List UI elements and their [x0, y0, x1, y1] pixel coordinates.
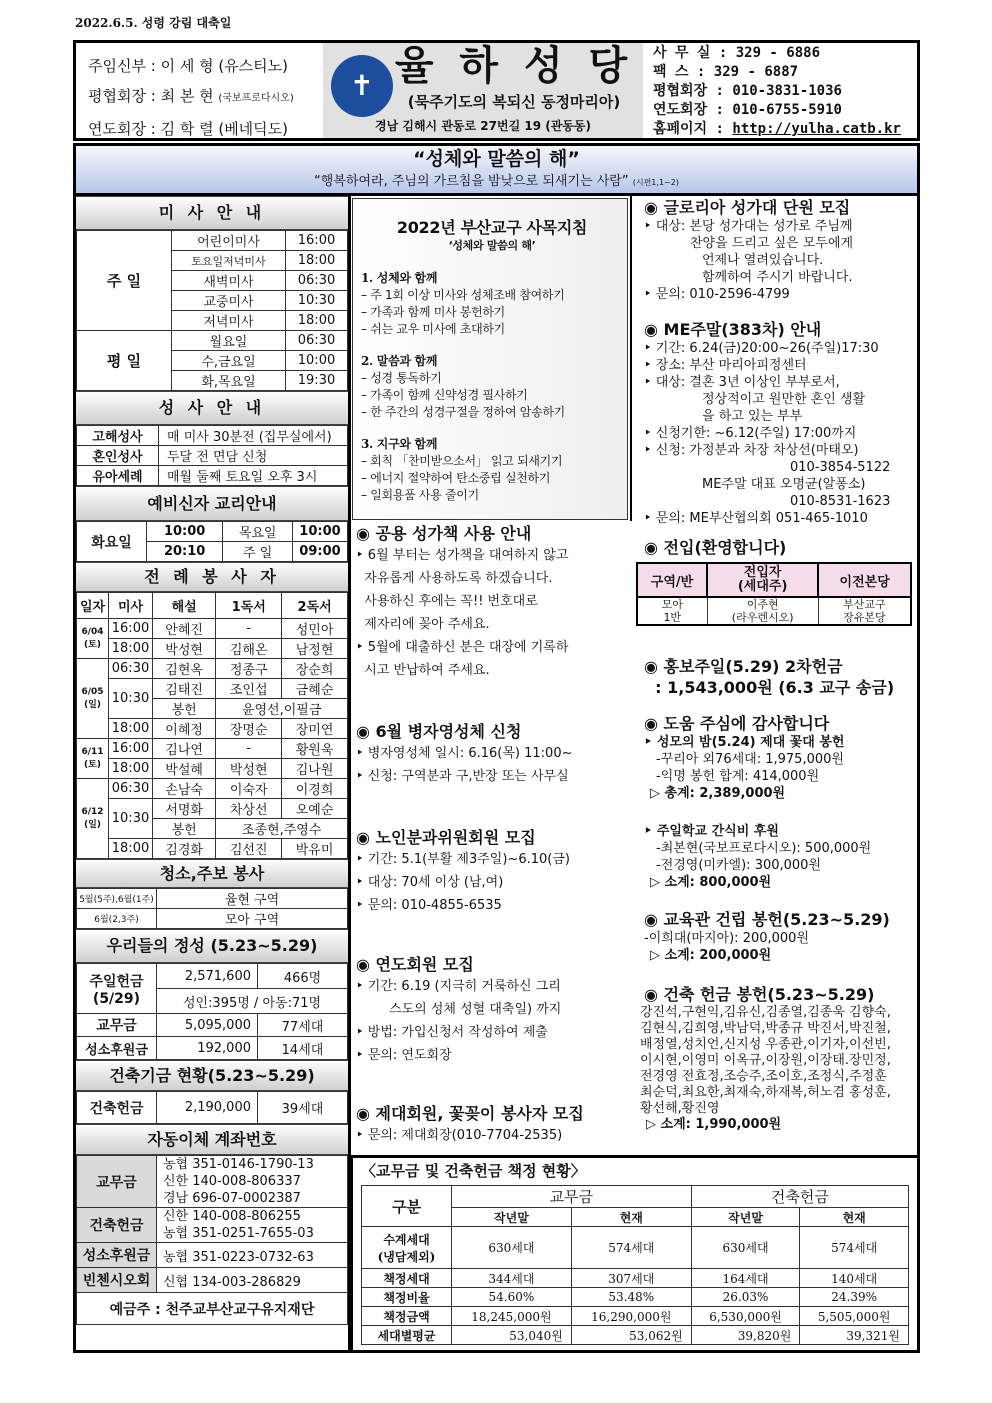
- contact-office: [653, 44, 917, 63]
- account-numbers: 신협 134-003-286829: [157, 1268, 348, 1293]
- donation-line: -이희대(마지아): 200,000원: [644, 931, 810, 946]
- table-cell: 김나연: [153, 739, 216, 759]
- donation-total: ▷ 소계: 200,000원: [650, 948, 772, 963]
- thanks-line: -전경영(미카엘): 300,000원: [656, 858, 822, 873]
- pastoral-guideline-box: [352, 198, 628, 520]
- notice-line: ‣ 신청: 가정분과 차장 차상선(마태오): [644, 443, 859, 458]
- building-amount: 2,190,000: [157, 1092, 258, 1124]
- notice-title: ◉ 공용 성가책 사용 안내: [356, 524, 532, 543]
- theme-verse: [76, 173, 917, 191]
- guideline-group-title: 3. 지구와 함께: [361, 437, 438, 451]
- left-column: [73, 196, 351, 1353]
- notice-line: ‣ 문의: 제대회장(010-7704-2535): [356, 1128, 563, 1143]
- table-cell: 성민아: [282, 619, 348, 639]
- table-cell: -: [216, 619, 282, 639]
- notice-line: 을 하고 있는 부부: [702, 409, 803, 424]
- accounts-header: 자동이체 계좌번호: [76, 1124, 348, 1155]
- col-header: 미사: [109, 593, 153, 619]
- contact-label: 홈페이지 :: [653, 121, 733, 137]
- thanks-line: -꾸리아 외76세대: 1,975,000원: [656, 752, 844, 767]
- liturgy-table: [76, 592, 348, 859]
- col-header: 건축헌금: [691, 1186, 908, 1208]
- col-subheader: 작년말: [452, 1208, 572, 1227]
- date-cell: 6/12 (일): [77, 779, 109, 859]
- table-cell: 이경희: [282, 779, 348, 799]
- table-cell: 서명화: [153, 799, 216, 819]
- table-cell: 김경화: [153, 839, 216, 859]
- col-subheader: 작년말: [691, 1208, 800, 1227]
- staff-pastor: [88, 51, 323, 81]
- mass-time: 10:00: [286, 351, 348, 371]
- offering-count: 14세대: [258, 1037, 348, 1060]
- notice-promo-sunday: [644, 656, 916, 698]
- notice-title: ◉ 교육관 건립 봉헌(5.23~5.29): [644, 910, 890, 929]
- table-cell: 6,530,000원: [691, 1307, 800, 1326]
- class-day: 목요일: [223, 522, 293, 542]
- staff-saint: (국보프로다시오): [218, 93, 294, 104]
- notice-line: 시고 반납하여 주세요.: [356, 663, 490, 678]
- guideline-subtitle: ‘성체와 말씀의 해’: [448, 239, 536, 252]
- table-cell: 574세대: [800, 1227, 909, 1269]
- date-cell: 6/04 (토): [77, 619, 109, 659]
- account-numbers: 농협 351-0223-0732-63: [157, 1243, 348, 1268]
- notice-education-hall: [644, 910, 916, 964]
- table-cell: 윤영선,이필금: [216, 699, 348, 719]
- notice-line: ME주말 대표 오명균(알퐁소): [702, 477, 866, 492]
- table-cell: 장순희: [282, 659, 348, 679]
- offering-label: 주일헌금 (5/29): [77, 964, 157, 1014]
- notice-line: ‣ 기간: 6.24(금)20:00~26(주일)17:30: [644, 341, 879, 356]
- bulletin-date: 2022.6.5. 성령 강림 대축일: [75, 16, 232, 30]
- parish-header: [73, 40, 920, 141]
- notice-title: ◉ 글로리아 성가대 단원 모집: [644, 198, 851, 217]
- mass-header: 미 사 안 내: [76, 196, 348, 230]
- table-cell: 김나원: [282, 759, 348, 779]
- notice-line: ‣ 장소: 부산 마리아피정센터: [644, 358, 807, 373]
- account-purpose: 빈첸시오회: [77, 1268, 157, 1293]
- verse-text: “행복하여라, 주님의 가르침을 밤낮으로 되새기는 사람”: [314, 174, 633, 189]
- table-cell: 39,820원: [691, 1326, 800, 1345]
- notice-line: ‣ 5월에 대출하신 분은 대장에 기록하: [356, 640, 569, 655]
- class-time: 20:10: [147, 542, 223, 562]
- account-holder: 예금주 : 천주교부산교구유지재단: [77, 1293, 348, 1325]
- table-cell: 박유미: [282, 839, 348, 859]
- sacrament-name: 유아세례: [77, 466, 159, 486]
- district-cell: 모아 1반: [637, 597, 707, 625]
- table-cell: 630세대: [452, 1227, 572, 1269]
- homepage-link[interactable]: http://yulha.catb.kr: [732, 121, 901, 137]
- notice-altar-volunteers: [356, 1104, 628, 1147]
- liturgy-header: 전 례 봉 사 자: [76, 562, 348, 592]
- table-cell: 김현옥: [153, 659, 216, 679]
- patron: (묵주기도의 복되신 동정마리아): [407, 93, 621, 111]
- table-cell: 18,245,000원: [452, 1307, 572, 1326]
- table-cell: 장명순: [216, 719, 282, 739]
- table-cell: 18:00: [109, 639, 153, 659]
- table-cell: 26.03%: [691, 1288, 800, 1307]
- table-cell: 김태진: [153, 679, 216, 699]
- table-cell: 10:30: [109, 679, 153, 719]
- guideline-item: – 일회용품 사용 줄이기: [361, 488, 479, 502]
- table-cell: 5,505,000원: [800, 1307, 909, 1326]
- col-header: 해설: [153, 593, 216, 619]
- contact-council: [653, 82, 917, 101]
- thanks-group: ‣ 성모의 밤(5.24) 제대 꽃대 봉헌: [644, 735, 845, 750]
- table-cell: 54.60%: [452, 1288, 572, 1307]
- table-cell: 오예순: [282, 799, 348, 819]
- table-cell: 140세대: [800, 1269, 909, 1288]
- row-label: 책정금액: [362, 1307, 452, 1326]
- table-cell: 박성현: [153, 639, 216, 659]
- col-subheader: 현재: [800, 1208, 909, 1227]
- sacrament-header: 성 사 안 내: [76, 391, 348, 425]
- sacrament-info: 두달 전 면담 신청: [159, 446, 348, 466]
- staff-name: 최 본 현: [160, 87, 219, 105]
- cleaning-table: [76, 888, 348, 929]
- class-day: 화요일: [77, 522, 147, 562]
- sacrament-info: 매월 둘째 토요일 오후 3시: [159, 466, 348, 486]
- praying-mary-logo-icon: ✝: [331, 55, 393, 117]
- mass-table: [76, 230, 348, 391]
- notice-line: 찬양을 드리고 싶은 모두에게: [690, 236, 854, 251]
- table-cell: 18:00: [109, 759, 153, 779]
- mass-time: 16:00: [286, 231, 348, 251]
- table-cell: 16:00: [109, 739, 153, 759]
- notice-line: ‣ 기간: 6.19 (지극히 거룩하신 그리: [356, 979, 561, 994]
- cleaning-header: 청소,주보 봉사: [76, 859, 348, 888]
- table-cell: 24.39%: [800, 1288, 909, 1307]
- notice-line: ‣ 방법: 가입신청서 작성하여 제출: [356, 1025, 548, 1040]
- contact-value: 329 - 6887: [713, 64, 799, 80]
- contact-fax: [653, 63, 917, 82]
- table-cell: 남정현: [282, 639, 348, 659]
- staff-name: 이 세 형: [160, 57, 219, 75]
- notice-title: ◉ ME주말(383차) 안내: [644, 320, 822, 339]
- building-table: [76, 1091, 348, 1124]
- theme-title: “성체와 말씀의 해”: [413, 148, 580, 170]
- notice-line: 010-3854-5122: [790, 460, 891, 475]
- staff-council: [88, 81, 323, 114]
- col-subheader: 현재: [571, 1208, 691, 1227]
- offering-count: 77세대: [258, 1014, 348, 1037]
- account-purpose: 교무금: [77, 1156, 157, 1208]
- mass-name: 교중미사: [172, 291, 286, 311]
- mass-time: 18:00: [286, 311, 348, 331]
- contacts: [643, 43, 917, 138]
- offering-detail: 성인:395명 / 아동:71명: [157, 989, 348, 1014]
- parish-cell: 부산교구 장유본당: [818, 597, 911, 625]
- mass-name: 새벽미사: [172, 271, 286, 291]
- table-cell: 금혜순: [282, 679, 348, 699]
- mass-time: 10:30: [286, 291, 348, 311]
- mass-name: 어린이미사: [172, 231, 286, 251]
- table-cell: 손남숙: [153, 779, 216, 799]
- table-cell: 박설혜: [153, 759, 216, 779]
- move-in-table: [636, 562, 912, 626]
- notice-line: ‣ 문의: 010-2596-4799: [644, 287, 790, 302]
- col-header: 전입자 (세대주): [707, 563, 818, 597]
- row-label: 책정세대: [362, 1269, 452, 1288]
- notice-senior-committee: [356, 828, 628, 917]
- notice-thanks: [644, 714, 916, 891]
- offering-amount: 192,000: [157, 1037, 258, 1060]
- donor-names: 강진석,구현익,김유신,김종열,김종욱 김향숙,김현식,김희영,박남덕,박종규 박진서,박진철,배정열,성치언,신지성 우종관,이기자,이선빈,이시현,이영미 이옥규,이장원,이장태.장민정,전경영 전효정,조승주,조이호,조정식,주정훈 최순덕,최요한,최재숙,하재복,허노겸 홍성훈,황선해,황진영: [640, 1005, 891, 1116]
- guideline-item: – 쉬는 교우 미사에 초대하기: [361, 322, 505, 336]
- notice-gloria-choir: [644, 198, 916, 303]
- district-cell: 모아 구역: [157, 909, 348, 929]
- col-header: 1독서: [216, 593, 282, 619]
- staff-saint: (베네딕도): [218, 120, 289, 138]
- contact-label: 평협회장 :: [653, 83, 733, 99]
- col-header: 교무금: [452, 1186, 692, 1208]
- offering-amount: 2,571,600: [157, 964, 258, 989]
- contact-value: 010-6755-5910: [732, 102, 842, 118]
- table-cell: 164세대: [691, 1269, 800, 1288]
- mass-time: 19:30: [286, 371, 348, 391]
- notice-title: ◉ 홍보주일(5.29) 2차헌금: [644, 657, 843, 676]
- thanks-total: ▷ 소계: 800,000원: [650, 875, 772, 890]
- notice-construction-donation: [640, 985, 916, 1133]
- table-cell: 630세대: [691, 1227, 800, 1269]
- notice-line: ‣ 문의: ME부산협의회 051-465-1010: [644, 511, 868, 526]
- notice-line: 제자리에 꽂아 주세요.: [356, 617, 490, 632]
- table-cell: 봉헌: [153, 699, 216, 719]
- notice-move-in: [636, 538, 912, 626]
- notice-title: ◉ 노인분과위원회원 모집: [356, 828, 536, 847]
- offering-amount: 5,095,000: [157, 1014, 258, 1037]
- staff-name: 김 학 렬: [160, 120, 219, 138]
- table-cell: 10:30: [109, 799, 153, 839]
- catechumen-table: [76, 521, 348, 562]
- table-cell: 정종구: [216, 659, 282, 679]
- assessment-title: 〈교무금 및 건축헌금 책정 현황〉: [361, 1162, 586, 1180]
- year-theme-banner: [73, 143, 920, 196]
- accounts-table: [76, 1155, 348, 1325]
- weekday-label: 평 일: [77, 331, 172, 391]
- contact-homepage: [653, 120, 917, 139]
- sunday-label: 주 일: [77, 231, 172, 331]
- offering-header: 우리들의 정성 (5.23~5.29): [76, 929, 348, 963]
- col-header: 2독서: [282, 593, 348, 619]
- thanks-group: ‣ 주일학교 간식비 후원: [644, 824, 779, 839]
- sacrament-name: 고해성사: [77, 426, 159, 446]
- table-cell: 봉헌: [153, 819, 216, 839]
- table-cell: 06:30: [109, 779, 153, 799]
- guideline-item: – 가족과 함께 미사 봉헌하기: [361, 305, 505, 319]
- class-time: 10:00: [147, 522, 223, 542]
- offering-label: 교무금: [77, 1014, 157, 1037]
- contact-value: 010-3831-1036: [732, 83, 842, 99]
- table-cell: 53,040원: [452, 1326, 572, 1345]
- notice-line: ‣ 문의: 연도회장: [356, 1048, 452, 1063]
- staff-role: 연도회장 :: [88, 120, 161, 138]
- guideline-item: – 성경 통독하기: [361, 371, 442, 385]
- table-cell: 김선진: [216, 839, 282, 859]
- offering-table: [76, 963, 348, 1060]
- notice-line: ‣ 대상: 본당 성가대는 성가로 주님께: [644, 219, 853, 234]
- mass-time: 18:00: [286, 251, 348, 271]
- class-time: 09:00: [293, 542, 348, 562]
- guideline-item: – 에너지 절약하여 탄소중립 실천하기: [361, 471, 551, 485]
- mass-name: 저녁미사: [172, 311, 286, 331]
- guideline-group-title: 1. 성체와 함께: [361, 271, 438, 285]
- notice-sick-communion: [356, 722, 628, 788]
- thanks-total: ▷ 총계: 2,389,000원: [650, 786, 786, 801]
- row-label: 세대별평균: [362, 1326, 452, 1345]
- table-cell: 안혜진: [153, 619, 216, 639]
- contact-yeondo: [653, 101, 917, 120]
- guideline-group-title: 2. 말씀과 함께: [361, 354, 438, 368]
- table-cell: 16:00: [109, 619, 153, 639]
- thanks-line: -익명 봉헌 합계: 414,000원: [656, 769, 820, 784]
- account-purpose: 성소후원금: [77, 1243, 157, 1268]
- contact-label: 팩 스 :: [653, 64, 714, 80]
- week-cell: 6월(2,3주): [77, 909, 157, 929]
- district-cell: 율현 구역: [157, 889, 348, 909]
- guideline-item: – 한 주간의 성경구절을 정하여 암송하기: [361, 405, 565, 419]
- mass-time: 06:30: [286, 271, 348, 291]
- verse-ref: (시편1,1~2): [632, 178, 679, 187]
- col-header: 일자: [77, 593, 109, 619]
- col-header: 구역/반: [637, 563, 707, 597]
- contact-label: 연도회장 :: [653, 102, 733, 118]
- table-cell: 박성현: [216, 759, 282, 779]
- name-cell: 이주현 (라우렌시오): [707, 597, 818, 625]
- notice-me-weekend: [644, 320, 916, 527]
- mass-name: 월요일: [172, 331, 286, 351]
- account-numbers: 농협 351-0146-1790-13 신한 140-008-806337 경남 696-07-0002387: [157, 1156, 348, 1208]
- notice-yeondo: [356, 955, 628, 1067]
- notice-line: ‣ 신청: 구역분과 구,반장 또는 사무실: [356, 769, 569, 784]
- staff-saint: (유스티노): [218, 57, 289, 75]
- notice-line: ‣ 기간: 5.1(부활 제3주일)~6.10(금): [356, 852, 570, 867]
- notice-title: ◉ 도움 주심에 감사합니다: [644, 714, 830, 733]
- notice-title: ◉ 연도회원 모집: [356, 955, 474, 974]
- table-cell: 장미연: [282, 719, 348, 739]
- parish-name: 율 하 성 당: [394, 43, 634, 89]
- table-cell: 06:30: [109, 659, 153, 679]
- offering-label: 성소후원금: [77, 1037, 157, 1060]
- table-cell: 조종현,주영수: [216, 819, 348, 839]
- sacrament-table: [76, 425, 348, 486]
- notice-line: ‣ 대상: 70세 이상 (남,여): [356, 875, 504, 890]
- notice-line: 010-8531-1623: [790, 494, 891, 509]
- parish-title-block: [323, 43, 643, 138]
- table-cell: 574세대: [571, 1227, 691, 1269]
- sacrament-name: 혼인성사: [77, 446, 159, 466]
- row-label: 책정비율: [362, 1288, 452, 1307]
- class-day: 주 일: [223, 542, 293, 562]
- contact-label: 사 무 실 :: [653, 45, 736, 61]
- notice-title: ◉ 전입(환영합니다): [644, 538, 787, 557]
- building-count: 39세대: [258, 1092, 348, 1124]
- mass-name: 토요일저녁미사: [172, 251, 286, 271]
- table-cell: 53.48%: [571, 1288, 691, 1307]
- guideline-item: – 주 1회 이상 미사와 성체조배 참여하기: [361, 288, 565, 302]
- staff-role: 평협회장 :: [88, 87, 161, 105]
- mass-name: 화,목요일: [172, 371, 286, 391]
- promo-amount: : 1,543,000원 (6.3 교구 송금): [644, 678, 895, 697]
- table-cell: 53,062원: [571, 1326, 691, 1345]
- donation-total: ▷ 소계: 1,990,000원: [646, 1117, 782, 1132]
- notice-line: 스도의 성체 성혈 대축일) 까지: [356, 1002, 562, 1017]
- guideline-item: – 회칙 「찬미받으소서」 읽고 되새기기: [361, 454, 563, 468]
- assessment-table: [361, 1185, 909, 1345]
- building-label: 건축헌금: [77, 1092, 157, 1124]
- col-header: 이전본당: [818, 563, 911, 597]
- notice-line: 언제나 열려있습니다.: [702, 253, 824, 268]
- table-cell: 39,321원: [800, 1326, 909, 1345]
- notice-line: ‣ 6월 부터는 성가책을 대여하지 않고: [356, 548, 569, 563]
- notice-title: ◉ 6월 병자영성체 신청: [356, 722, 522, 741]
- table-cell: 조인섭: [216, 679, 282, 699]
- notice-hymnbook: [356, 524, 628, 682]
- notice-line: ‣ 문의: 010-4855-6535: [356, 898, 502, 913]
- table-cell: -: [216, 739, 282, 759]
- mass-time: 06:30: [286, 331, 348, 351]
- notice-line: ‣ 대상: 결혼 3년 이상인 부부로서,: [644, 375, 840, 390]
- table-cell: 이숙자: [216, 779, 282, 799]
- offering-count: 466명: [258, 964, 348, 989]
- mass-name: 수,금요일: [172, 351, 286, 371]
- table-cell: 344세대: [452, 1269, 572, 1288]
- col-header: 구분: [362, 1186, 452, 1227]
- guideline-title: 2022년 부산교구 사목지침: [396, 218, 588, 237]
- table-cell: 16,290,000원: [571, 1307, 691, 1326]
- row-label: 수계세대 (냉담제외): [362, 1227, 452, 1269]
- address: 경남 김해시 관동로 27번길 19 (관동동): [375, 119, 591, 133]
- account-purpose: 건축헌금: [77, 1208, 157, 1243]
- notice-line: 함께하여 주시기 바랍니다.: [702, 270, 853, 285]
- table-cell: 18:00: [109, 719, 153, 739]
- week-cell: 5월(5주),6월(1주): [77, 889, 157, 909]
- table-cell: 18:00: [109, 839, 153, 859]
- catechumen-header: 예비신자 교리안내: [76, 486, 348, 521]
- notice-line: 사용하신 후에는 꼭!! 번호대로: [356, 594, 538, 609]
- table-cell: 차상선: [216, 799, 282, 819]
- date-cell: 6/11 (토): [77, 739, 109, 779]
- notice-line: 정상적이고 원만한 혼인 생활: [702, 392, 866, 407]
- contact-value: 329 - 6886: [735, 45, 821, 61]
- notice-title: ◉ 건축 헌금 봉헌(5.23~5.29): [644, 985, 875, 1004]
- class-time: 10:00: [293, 522, 348, 542]
- table-cell: 김해온: [216, 639, 282, 659]
- account-numbers: 신한 140-008-806255 농협 351-0251-7655-03: [157, 1208, 348, 1243]
- sacrament-info: 매 미사 30분전 (집무실에서): [159, 426, 348, 446]
- notice-line: ‣ 신청기한: ~6.12(주일) 17:00까지: [644, 426, 857, 441]
- assessment-section: [350, 1155, 920, 1353]
- table-cell: 이혜정: [153, 719, 216, 739]
- date-cell: 6/05 (일): [77, 659, 109, 739]
- table-cell: 307세대: [571, 1269, 691, 1288]
- table-cell: 황원욱: [282, 739, 348, 759]
- notice-line: 자유롭게 사용하도록 하겠습니다.: [356, 571, 553, 586]
- thanks-line: -최본현(국보프로다시오): 500,000원: [656, 841, 872, 856]
- building-header: 건축기금 현황(5.23~5.29): [76, 1060, 348, 1091]
- staff-role: 주임신부 :: [88, 57, 161, 75]
- staff-yeondo: [88, 114, 323, 144]
- guideline-item: – 가족이 함께 신약성경 필사하기: [361, 388, 528, 402]
- notice-title: ◉ 제대회원, 꽃꽂이 봉사자 모집: [356, 1104, 584, 1123]
- staff-list: [76, 43, 323, 138]
- notice-line: ‣ 병자영성체 일시: 6.16(목) 11:00~: [356, 746, 573, 761]
